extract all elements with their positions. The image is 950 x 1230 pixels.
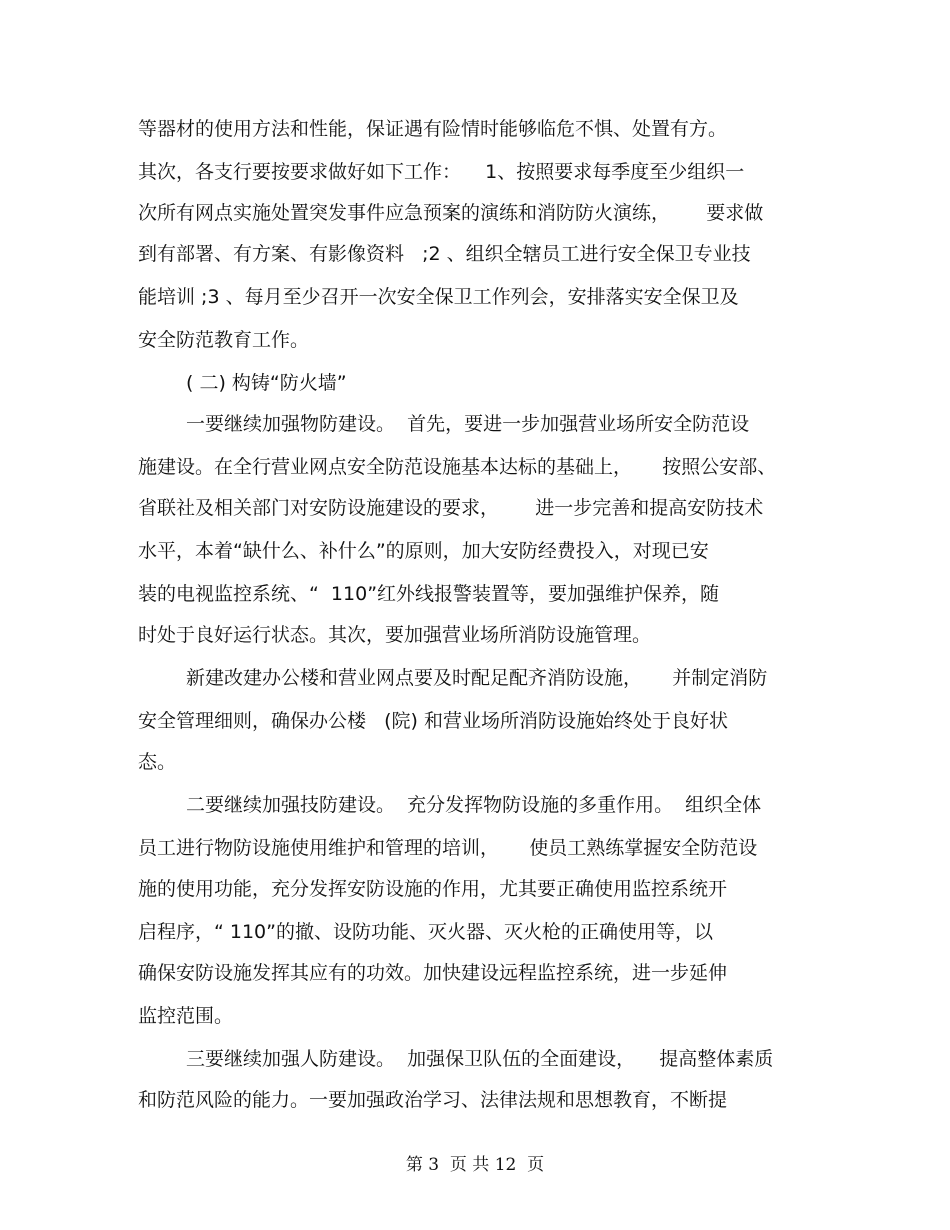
section-heading: ( 二) 构铸“防火墙” — [186, 372, 347, 394]
text-line: 态。 — [138, 751, 177, 773]
text-line: 等器材的使用方法和性能，保证遇有险情时能够临危不惧、处置有方。 — [138, 118, 728, 140]
text-line: 其次，各支行要按要求做好如下工作： 1、按照要求每季度至少组织一 — [138, 161, 745, 183]
text-line: 施的使用功能，充分发挥安防设施的作用，尤其要正确使用监控系统开 — [138, 878, 728, 900]
text-line: 安全防范教育工作。 — [138, 329, 310, 351]
text-line: 能培训 ;3 、每月至少召开一次安全保卫工作列会，安排落实安全保卫及 — [138, 286, 739, 308]
text-line: 装的电视监控系统、“ 110”红外线报警装置等，要加强维护保养，随 — [138, 583, 720, 605]
text-line: 时处于良好运行状态。其次，要加强营业场所消防设施管理。 — [138, 624, 652, 646]
page-number-footer: 第 3 页 共 12 页 — [405, 1155, 545, 1175]
text-line: 三要继续加强人防建设。 加强保卫队伍的全面建设， 提高整体素质 — [186, 1048, 774, 1070]
text-line: 到有部署、有方案、有影像资料 ;2 、组织全辖员工进行安全保卫专业技 — [138, 243, 751, 265]
text-line: 水平，本着“缺什么、补什么”的原则，加大安防经费投入，对现已安 — [138, 540, 709, 562]
text-line: 监控范围。 — [138, 1005, 234, 1027]
text-line: 启程序，“ 110”的撤、设防功能、灭火器、灭火枪的正确使用等，以 — [138, 921, 713, 943]
text-line: 省联社及相关部门对安防设施建设的要求， 进一步完善和提高安防技术 — [138, 497, 764, 519]
text-line: 二要继续加强技防建设。 充分发挥物防设施的多重作用。 组织全体 — [186, 794, 762, 816]
text-line: 确保安防设施发挥其应有的功效。加快建设远程监控系统，进一步延伸 — [138, 962, 728, 984]
text-line: 次所有网点实施处置突发事件应急预案的演练和消防防火演练， 要求做 — [138, 202, 764, 224]
text-line: 一要继续加强物防建设。 首先，要进一步加强营业场所安全防范设 — [186, 413, 750, 435]
text-line: 施建设。在全行营业网点安全防范设施基本达标的基础上， 按照公安部、 — [138, 456, 777, 478]
text-line: 新建改建办公楼和营业网点要及时配足配齐消防设施， 并制定消防 — [186, 667, 768, 689]
text-line: 和防范风险的能力。一要加强政治学习、法律法规和思想教育，不断提 — [138, 1089, 728, 1111]
text-line: 员工进行物防设施使用维护和管理的培训， 使员工熟练掌握安全防范设 — [138, 837, 758, 859]
text-line: 安全管理细则，确保办公楼 (院) 和营业场所消防设施始终处于良好状 — [138, 710, 728, 732]
